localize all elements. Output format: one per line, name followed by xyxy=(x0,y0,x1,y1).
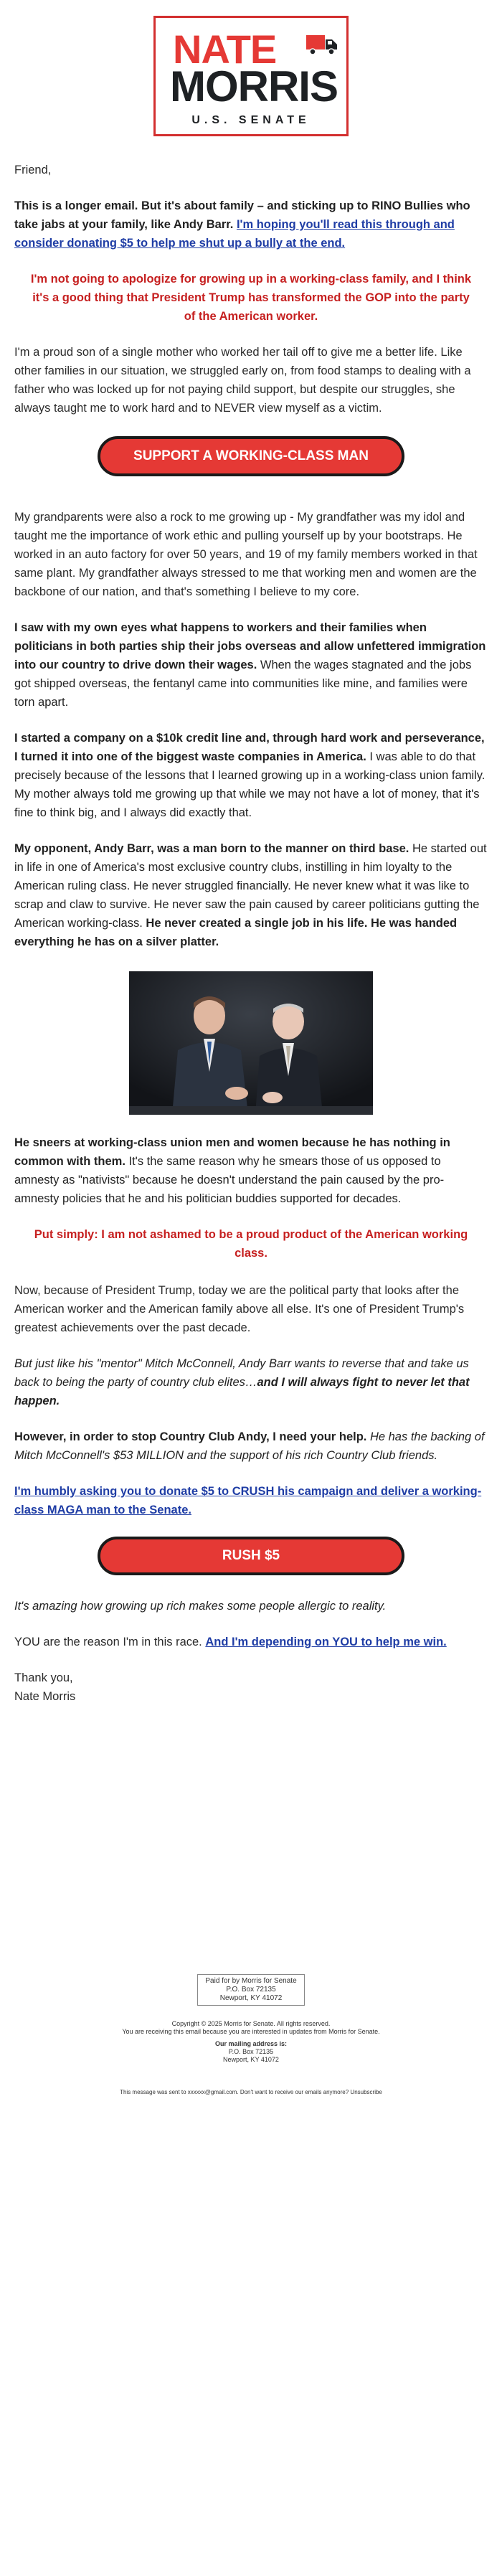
sneers-rest: It's the same reason why he smears those of us opposed to amnesty as "nativists" because he doesn't understand the pain caused by the pro-amnesty policies that he and his politician buddies supported for decades. xyxy=(14,1155,445,1205)
red-callout-apology: I'm not going to apologize for growing up in a working-class family, and I think it's a good thing that President Trump has transformed the GOP into the party of the American worker. xyxy=(30,273,472,323)
reason-text: YOU are the reason I'm in this race. xyxy=(14,1636,206,1648)
opponent-bold-2: He never created a single job in his life. He was handed everything he has on a silver platter. xyxy=(14,917,458,948)
opponent-bold-1: My opponent, Andy Barr, was a man born to the manner on third base. xyxy=(14,842,409,855)
paragraph-help xyxy=(14,1428,488,1465)
logo-office: U.S. SENATE xyxy=(191,114,311,126)
paragraph-company xyxy=(14,729,488,822)
sneers-bold: He sneers at working-class union men and women because he has nothing in common with them. xyxy=(14,1136,450,1168)
paid-for-box xyxy=(197,1974,305,2006)
paragraph-reason xyxy=(14,1633,488,1651)
mailing-label: Our mailing address is: xyxy=(214,2040,288,2047)
rush-5-button[interactable]: RUSH $5 xyxy=(98,1537,404,1575)
receiving-notice: You are receiving this email because you are interested in updates from Morris for Senate. xyxy=(122,2028,380,2035)
copyright: Copyright © 2025 Morris for Senate. All rights reserved. xyxy=(171,2020,331,2027)
signoff-name: Nate Morris xyxy=(14,1690,76,1703)
mailing-line-2: Newport, KY 41072 xyxy=(223,2056,279,2063)
truck-icon xyxy=(306,34,338,55)
donate-crush-link[interactable]: I'm humbly asking you to donate $5 to CRUSH his campaign and deliver a working-class MAGA man to the Senate. xyxy=(14,1485,482,1516)
greeting: Friend, xyxy=(14,164,52,176)
help-italic: He has the backing of Mitch McConnell's $53 MILLION and the support of his rich Country Club friends. xyxy=(14,1430,485,1462)
mentor-bold-italic: and I will always fight to never let that happen. xyxy=(14,1376,470,1407)
red-callout-proud: Put simply: I am not ashamed to be a proud product of the American working class. xyxy=(34,1228,468,1260)
paragraph-trump: Now, because of President Trump, today we are the political party that looks after the American worker and the American family above all else. It's one of President Trump's greatest achievements over the past decade. xyxy=(14,1284,465,1334)
opponent-rest: He started out in life in one of America's most exclusive country clubs, instilling in him loyalty to the American ruling class. He never struggled financially. He never knew what it was like to scrap and claw to survive. He never saw the pain caused by career politicians gutting the American working-class. xyxy=(14,842,487,930)
company-rest: I was able to do that precisely because of the lessons that I learned growing up in a working-class union family. My mother always told me growing up that while we may not have a lot of money, that it's fine to think big, and I always did exactly that. xyxy=(14,750,486,819)
paragraph-opponent xyxy=(14,839,488,951)
paragraph-intro xyxy=(14,197,488,253)
logo-first-name: NATE xyxy=(173,27,277,72)
paragraph-mother: I'm a proud son of a single mother who worked her tail off to give me a better life. Like other families in our situation, we struggled early on, from food stamps to dealing with a father who was locked up for not paying child support, but despite our struggles, she always taught me to work hard and to NEVER view myself as a victim. xyxy=(14,346,471,415)
photo-illustration xyxy=(129,971,373,1115)
paragraph-grandparents: My grandparents were also a rock to me growing up - My grandfather was my idol and taught me the importance of work ethic and pulling yourself up by your bootstraps. He worked in an auto factory for over 50 years, and 19 of my family members worked in that same plant. My grandfather always stressed to me that working men and women are the backbone of our nation, and that's something I believe to my core. xyxy=(14,511,478,598)
email-body xyxy=(14,0,488,2096)
intro-bold: This is a longer email. But it's about family – and sticking up to RINO Bullies who take jabs at your family, like Andy Barr. xyxy=(14,199,470,231)
support-working-class-button[interactable]: SUPPORT A WORKING-CLASS MAN xyxy=(98,436,404,476)
intro-donate-link[interactable]: I'm hoping you'll read this through and consider donating $5 to help me shut up a bully at the end. xyxy=(14,218,455,250)
paragraph-allergic xyxy=(14,1597,488,1615)
paragraph-sneers xyxy=(14,1133,488,1208)
workers-bold: I saw with my own eyes what happens to workers and their families when politicians in both parties ship their jobs overseas and allow unfettered immigration into our country to drive down their wages. xyxy=(14,621,486,671)
paragraph-workers xyxy=(14,618,488,712)
mailing-line-1: P.O. Box 72135 xyxy=(228,2048,274,2055)
allergic-italic: It's amazing how growing up rich makes some people allergic to reality. xyxy=(14,1600,387,1613)
opponent-photo xyxy=(129,971,373,1115)
logo-last-name: MORRIS xyxy=(170,62,338,110)
company-bold: I started a company on a $10k credit line and, through hard work and perseverance, I turned it into one of the biggest waste companies in America. xyxy=(14,732,485,763)
mentor-italic: But just like his "mentor" Mitch McConnell, Andy Barr wants to reverse that and take us back to being the party of country club elites… xyxy=(14,1357,469,1389)
paid-for-line-1: Paid for by Morris for Senate xyxy=(205,1977,297,1985)
help-bold: However, in order to stop Country Club Andy, I need your help. xyxy=(14,1430,367,1443)
paid-for-line-3: Newport, KY 41072 xyxy=(219,1994,283,2002)
paragraph-ask xyxy=(14,1482,488,1519)
help-me-win-link[interactable]: And I'm depending on YOU to help me win. xyxy=(205,1636,447,1648)
campaign-logo[interactable] xyxy=(153,16,349,136)
paragraph-mentor xyxy=(14,1354,488,1410)
sent-to-unsubscribe[interactable]: This message was sent to xxxxxx@gmail.com. Don't want to receive our emails anymore? Unsubscribe xyxy=(120,2089,382,2095)
signoff-thanks: Thank you, xyxy=(14,1671,73,1684)
workers-rest: When the wages stagnated and the jobs got shipped overseas, the fentanyl came into communities like mine, and families were torn apart. xyxy=(14,659,472,709)
paid-for-line-2: P.O. Box 72135 xyxy=(226,1986,276,1994)
